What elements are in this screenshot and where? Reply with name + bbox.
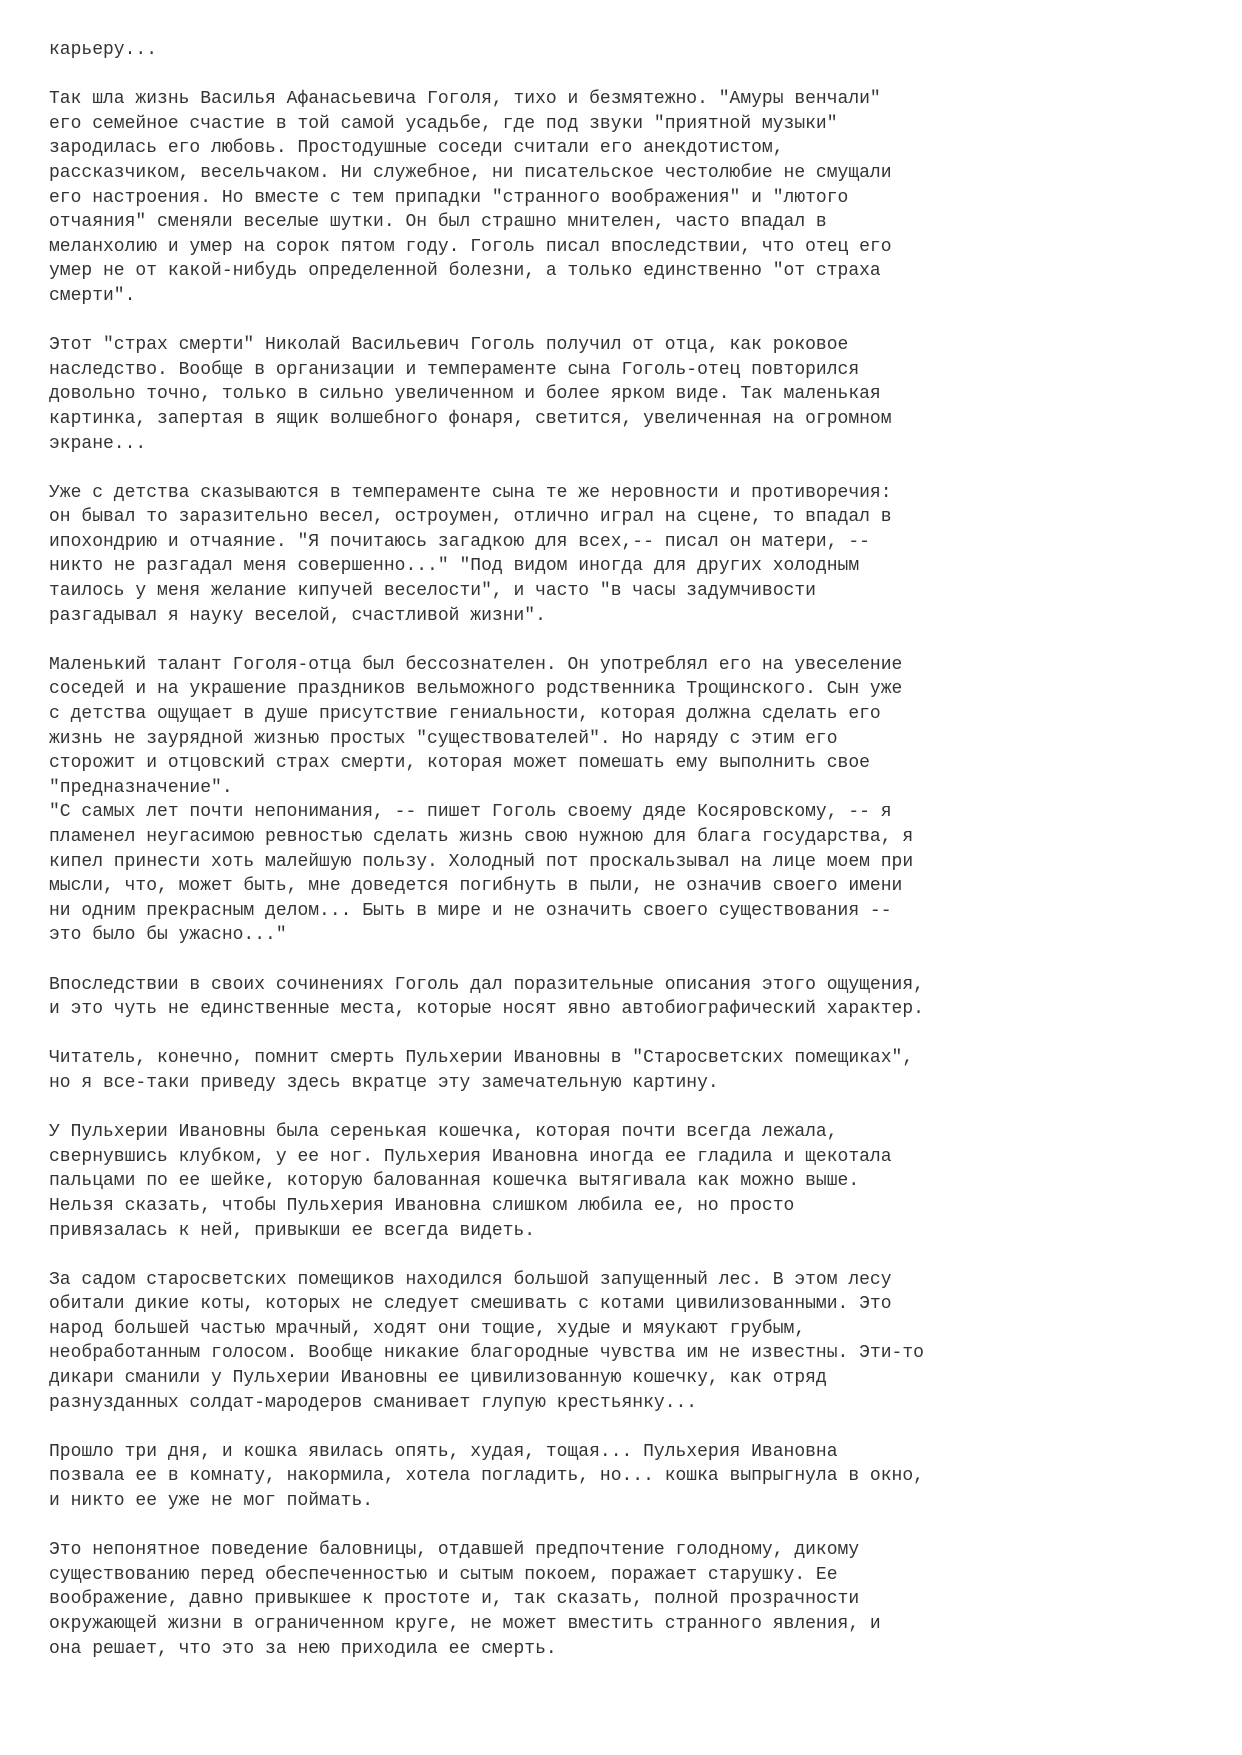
text-line: "предназначение". xyxy=(49,777,233,798)
text-line: отчаяния" сменяли веселые шутки. Он был страшно мнителен, часто впадал в xyxy=(49,212,827,233)
paragraph-gap xyxy=(49,1243,1209,1268)
text-line: его семейное счастие в той самой усадьбе, где под звуки "приятной музыки" xyxy=(49,113,838,134)
paragraph-gap xyxy=(49,1514,1209,1539)
text-line: Это непонятное поведение баловницы, отдавшей предпочтение голодному, дикому xyxy=(49,1540,860,1561)
text-line: довольно точно, только в сильно увеличенном и более ярком виде. Так маленькая xyxy=(49,384,881,405)
paragraph-gap xyxy=(49,628,1209,653)
text-line: рассказчиком, весельчаком. Ни служебное, ни писательское честолюбие не смущали xyxy=(49,162,892,183)
paragraph-gap xyxy=(49,1096,1209,1121)
paragraph-gap xyxy=(49,309,1209,334)
text-line: У Пульхерии Ивановны была серенькая кошечка, которая почти всегда лежала, xyxy=(49,1122,838,1143)
paragraph xyxy=(49,87,1209,308)
text-line: обитали дикие коты, которых не следует смешивать с котами цивилизованными. Это xyxy=(49,1294,892,1315)
paragraph xyxy=(49,481,1209,629)
text-line: зародилась его любовь. Простодушные соседи считали его анекдотистом, xyxy=(49,138,784,159)
text-line: разнузданных солдат-мародеров сманивает глупую крестьянку... xyxy=(49,1392,698,1413)
text-line: пламенел неугасимою ревностью сделать жизнь свою нужною для блага государства, я xyxy=(49,827,914,847)
paragraph xyxy=(49,1046,1209,1095)
text-line: мысли, что, может быть, мне доведется погибнуть в пыли, не означив своего имени xyxy=(49,876,903,897)
text-line: с детства ощущает в душе присутствие гениальности, которая должна сделать его xyxy=(49,704,881,725)
paragraph xyxy=(49,973,1209,1022)
text-line: он бывал то заразительно весел, остроумен, отлично играл на сцене, то впадал в xyxy=(49,507,892,528)
text-line: соседей и на украшение праздников вельможного родственника Трощинского. Сын уже xyxy=(49,679,903,700)
paragraph xyxy=(49,653,1209,948)
text-line: "С самых лет почти непонимания, -- пишет Гоголь своему дяде Косяровскому, -- я xyxy=(49,802,892,823)
text-line: картинка, запертая в ящик волшебного фонаря, светится, увеличенная на огромном xyxy=(49,408,892,429)
text-line: наследство. Вообще в организации и темпераменте сына Гоголь-отец повторился xyxy=(49,359,860,380)
paragraph xyxy=(49,333,1209,456)
paragraph xyxy=(49,1120,1209,1243)
text-line: За садом старосветских помещиков находился большой запущенный лес. В этом лесу xyxy=(49,1269,892,1290)
text-line: Читатель, конечно, помнит смерть Пульхерии Ивановны в "Старосветских помещиках", xyxy=(49,1048,914,1069)
text-line: она решает, что это за нею приходила ее смерть. xyxy=(49,1638,557,1659)
text-line: это было бы ужасно..." xyxy=(49,925,287,946)
text-line: Так шла жизнь Василья Афанасьевича Гоголя, тихо и безмятежно. "Амуры венчали" xyxy=(49,89,881,110)
text-line: народ большей частью мрачный, ходят они тощие, худые и мяукают грубым, xyxy=(49,1318,806,1339)
text-line: ипохондрию и отчаяние. "Я почитаюсь загадкою для всех,-- писал он матери, -- xyxy=(49,531,870,552)
text-line: сторожит и отцовский страх смерти, которая может помешать ему выполнить свое xyxy=(49,753,870,774)
text-line: воображение, давно привыкшее к простоте и, так сказать, полной прозрачности xyxy=(49,1589,860,1610)
text-line: умер не от какой-нибудь определенной болезни, а только единственно "от страха xyxy=(49,261,881,282)
document-body xyxy=(49,38,1209,1661)
text-line: ни одним прекрасным делом... Быть в мире и не означить своего существования -- xyxy=(49,900,892,921)
paragraph xyxy=(49,1538,1209,1661)
text-line: окружающей жизни в ограниченном круге, не может вместить странного явления, и xyxy=(49,1614,881,1634)
paragraph-gap xyxy=(49,1415,1209,1440)
text-line: привязалась к ней, привыкши ее всегда видеть. xyxy=(49,1220,536,1241)
text-line: но я все-таки приведу здесь вкратце эту замечательную картину. xyxy=(49,1072,719,1093)
text-line: карьеру... xyxy=(49,40,158,60)
text-line: разгадывал я науку веселой, счастливой жизни". xyxy=(49,605,546,626)
text-line: Маленький талант Гоголя-отца был бессознателен. Он употреблял его на увеселение xyxy=(49,654,903,675)
text-line: его настроения. Но вместе с тем припадки "странного воображения" и "лютого xyxy=(49,187,849,208)
text-line: дикари сманили у Пульхерии Ивановны ее цивилизованную кошечку, как отряд xyxy=(49,1368,827,1389)
text-line: и никто ее уже не мог поймать. xyxy=(49,1491,374,1512)
paragraph-gap xyxy=(49,1022,1209,1047)
text-line: необработанным голосом. Вообще никакие благородные чувства им не известны. Эти-то xyxy=(49,1343,924,1364)
text-line: и это чуть не единственные места, которые носят явно автобиографический характер. xyxy=(49,999,924,1020)
text-line: Этот "страх смерти" Николай Васильевич Гоголь получил от отца, как роковое xyxy=(49,335,849,356)
text-line: Уже с детства сказываются в темпераменте сына те же неровности и противоречия: xyxy=(49,482,892,503)
text-line: существованию перед обеспеченностью и сытым покоем, поражает старушку. Ее xyxy=(49,1564,838,1585)
text-line: жизнь не заурядной жизнью простых "существователей". Но наряду с этим его xyxy=(49,728,838,749)
text-line: Прошло три дня, и кошка явилась опять, худая, тощая... Пульхерия Ивановна xyxy=(49,1441,838,1462)
text-line: пальцами по ее шейке, которую балованная кошечка вытягивала как можно выше. xyxy=(49,1171,860,1192)
paragraph-gap xyxy=(49,456,1209,481)
text-line: кипел принести хоть малейшую пользу. Холодный пот проскальзывал на лице моем при xyxy=(49,851,914,872)
paragraph xyxy=(49,38,1209,63)
text-line: смерти". xyxy=(49,285,136,306)
text-line: экране... xyxy=(49,433,147,454)
text-line: меланхолию и умер на сорок пятом году. Гоголь писал впоследствии, что отец его xyxy=(49,236,892,257)
paragraph-gap xyxy=(49,63,1209,88)
paragraph xyxy=(49,1440,1209,1514)
text-line: никто не разгадал меня совершенно..." "Под видом иногда для других холодным xyxy=(49,556,860,577)
text-line: таилось у меня желание кипучей веселости", и часто "в часы задумчивости xyxy=(49,581,816,602)
text-line: свернувшись клубком, у ее ног. Пульхерия Ивановна иногда ее гладила и щекотала xyxy=(49,1146,892,1167)
paragraph xyxy=(49,1268,1209,1416)
paragraph-gap xyxy=(49,948,1209,973)
text-line: Нельзя сказать, чтобы Пульхерия Ивановна слишком любила ее, но просто xyxy=(49,1195,795,1216)
text-line: Впоследствии в своих сочинениях Гоголь дал поразительные описания этого ощущения, xyxy=(49,974,924,995)
text-line: позвала ее в комнату, накормила, хотела погладить, но... кошка выпрыгнула в окно, xyxy=(49,1466,924,1487)
